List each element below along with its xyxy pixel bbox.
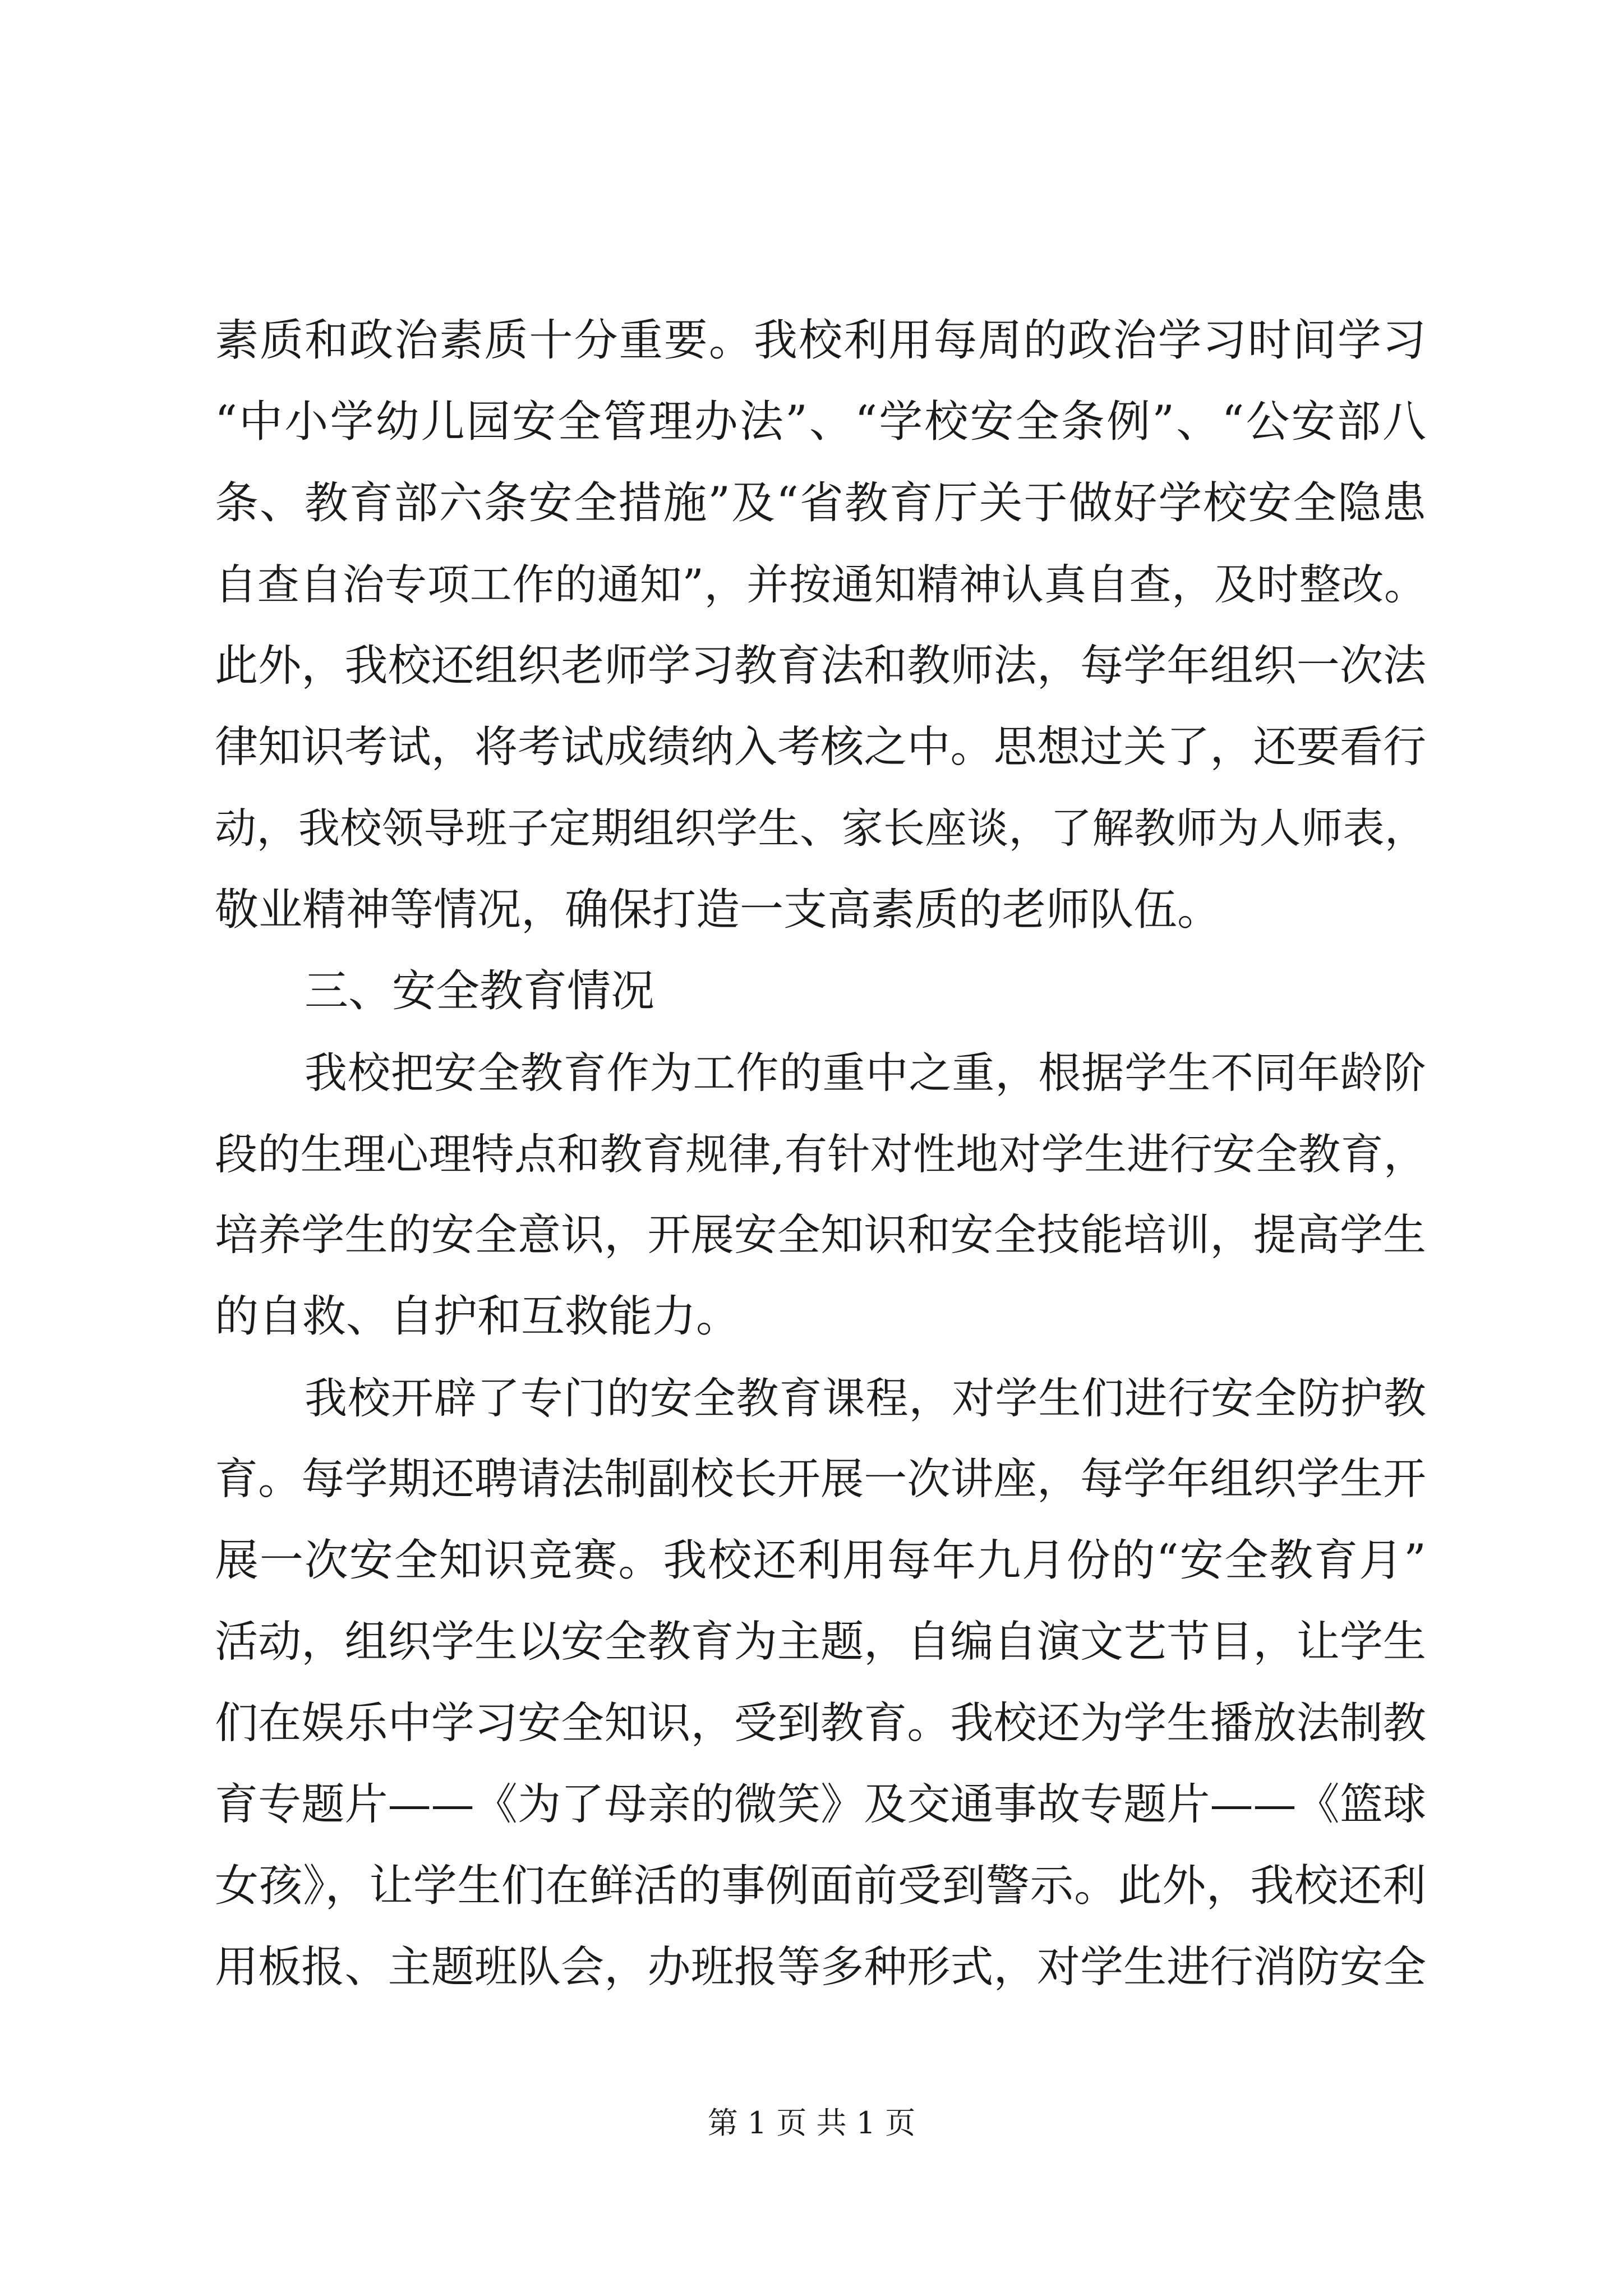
paragraph-line: 此外，我校还组织老师学习教育法和教师法，每学年组织一次法 bbox=[215, 641, 1426, 691]
paragraph-line: 我校开辟了专门的安全教育课程，对学生们进行安全防护教 bbox=[305, 1373, 1426, 1423]
paragraph-line: 用板报、主题班队会，办班报等多种形式，对学生进行消防安全 bbox=[215, 1943, 1426, 1993]
paragraph-line: 自查自治专项工作的通知”，并按通知精神认真自查，及时整改。 bbox=[215, 560, 1426, 609]
paragraph-line: “中小学幼儿园安全管理办法”、“学校安全条例”、“公安部八 bbox=[215, 397, 1426, 447]
paragraph-line: 展一次安全知识竞赛。我校还利用每年九月份的“安全教育月” bbox=[215, 1535, 1426, 1586]
paragraph-line: 培养学生的安全意识，开展安全知识和安全技能培训，提高学生 bbox=[215, 1211, 1426, 1260]
paragraph-line: 段的生理心理特点和教育规律,有针对性地对学生进行安全教育， bbox=[215, 1129, 1426, 1179]
paragraph-line: 活动，组织学生以安全教育为主题，自编自演文艺节目，让学生 bbox=[215, 1617, 1426, 1667]
paragraph-line: 素质和政治素质十分重要。我校利用每周的政治学习时间学习 bbox=[215, 315, 1426, 366]
paragraph-line: 条、教育部六条安全措施”及“省教育厅关于做好学校安全隐患 bbox=[215, 478, 1426, 528]
paragraph-line: 育专题片——《为了母亲的微笑》及交通事故专题片——《篮球 bbox=[215, 1780, 1426, 1830]
paragraph-line: 的自救、自护和互救能力。 bbox=[215, 1291, 740, 1342]
paragraph-line: 我校把安全教育作为工作的重中之重，根据学生不同年龄阶 bbox=[305, 1048, 1426, 1098]
section-heading: 三、安全教育情况 bbox=[305, 966, 655, 1016]
paragraph-line: 敬业精神等情况，确保打造一支高素质的老师队伍。 bbox=[215, 885, 1221, 935]
paragraph-line: 女孩》，让学生们在鲜活的事例面前受到警示。此外，我校还利 bbox=[215, 1861, 1426, 1911]
paragraph-line: 律知识考试，将考试成绩纳入考核之中。思想过关了，还要看行 bbox=[215, 723, 1426, 772]
document-body bbox=[215, 300, 1426, 2008]
paragraph-line: 们在娱乐中学习安全知识，受到教育。我校还为学生播放法制教 bbox=[215, 1699, 1426, 1749]
paragraph-line: 动，我校领导班子定期组织学生、家长座谈，了解教师为人师表， bbox=[215, 804, 1426, 853]
page-number-footer: 第 1 页 共 1 页 bbox=[707, 2105, 916, 2141]
paragraph-line: 育。每学期还聘请法制副校长开展一次讲座，每学年组织学生开 bbox=[215, 1455, 1426, 1504]
